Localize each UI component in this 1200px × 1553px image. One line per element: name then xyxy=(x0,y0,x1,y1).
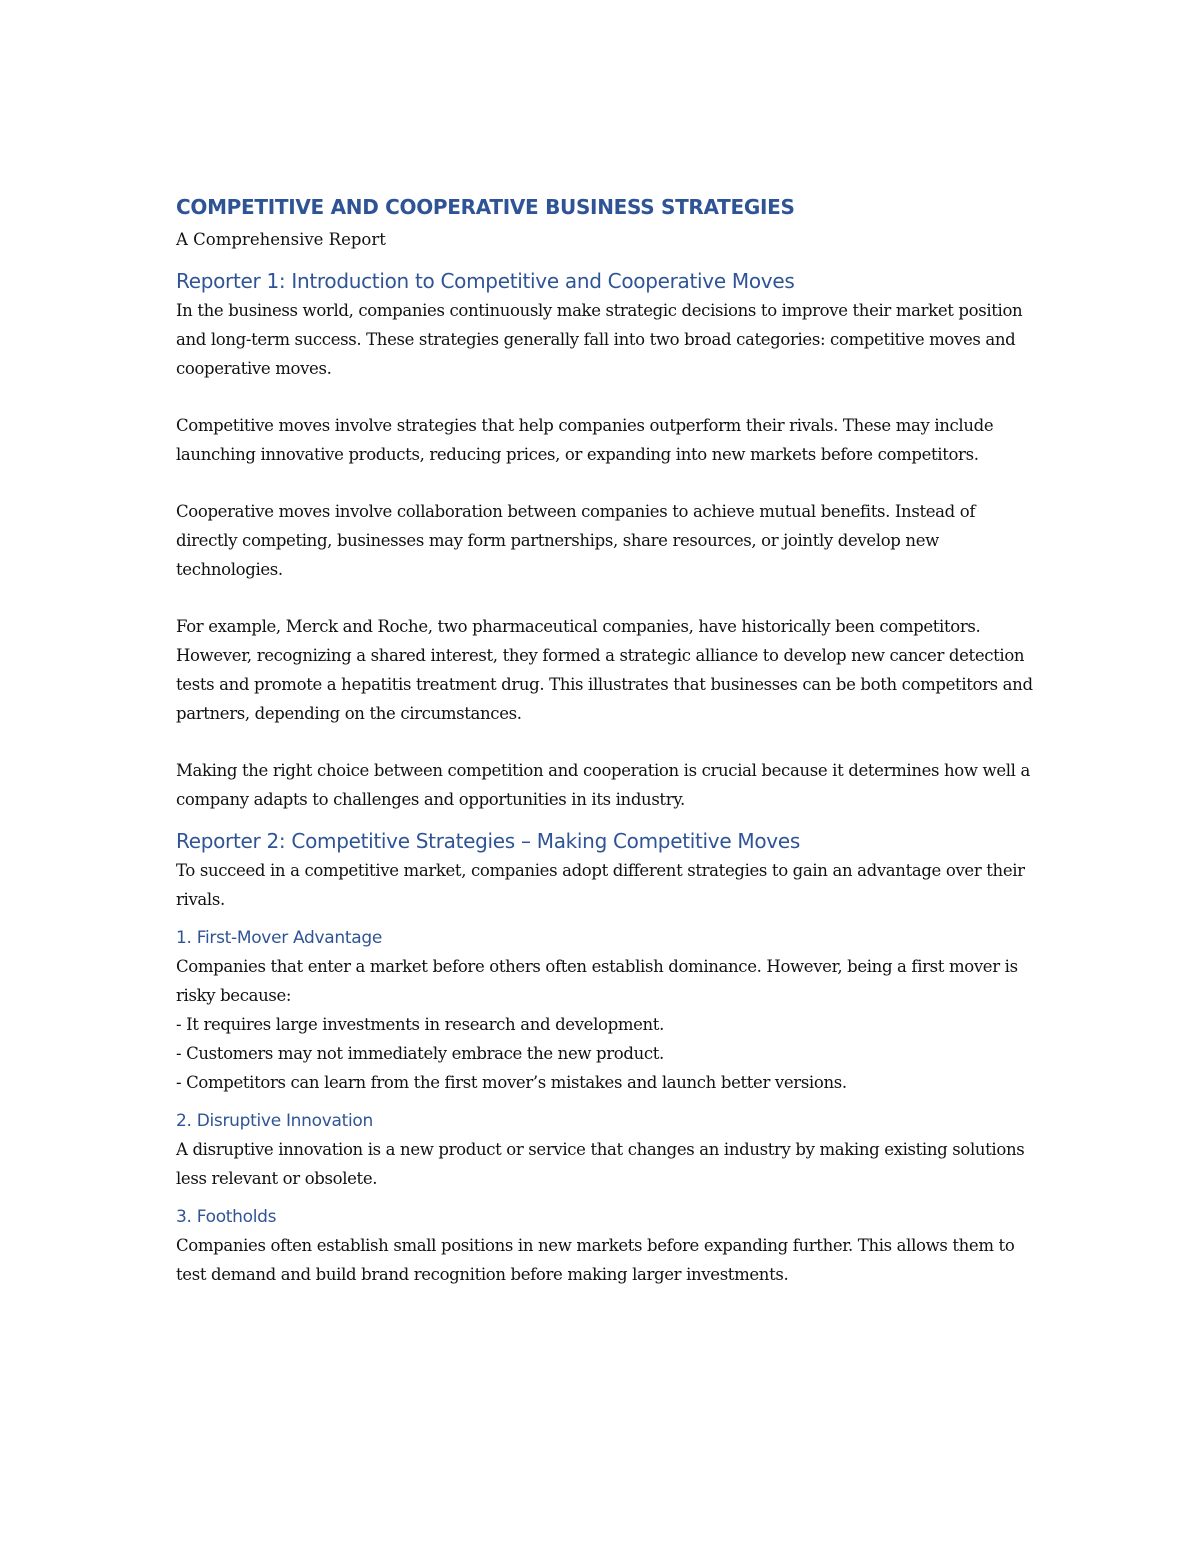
section1-paragraph: Making the right choice between competition and cooperation is crucial because it determines how well a company adapts to challenges and opportunities in its industry. xyxy=(176,761,1030,809)
subsection-heading: 1. First-Mover Advantage xyxy=(176,928,383,948)
bullet-item: - It requires large investments in research and development. xyxy=(176,1015,664,1034)
section1-paragraph: Competitive moves involve strategies that help companies outperform their rivals. These may include launching innovative products, reducing prices, or expanding into new markets before competitors. xyxy=(176,416,994,464)
subsection-text: Companies that enter a market before others often establish dominance. However, being a first mover is risky because: xyxy=(176,957,1018,1005)
section1-paragraph: For example, Merck and Roche, two pharmaceutical companies, have historically been competitors. However, recognizing a shared interest, they formed a strategic alliance to develop new cancer detection tests and promote a hepatitis treatment drug. This illustrates that businesses can be both competitors and partners, depending on the circumstances. xyxy=(176,617,1033,723)
subsection-heading: 2. Disruptive Innovation xyxy=(176,1111,373,1131)
section1-paragraph: In the business world, companies continuously make strategic decisions to improve their market position and long-term success. These strategies generally fall into two broad categories: competitive moves and cooperative moves. xyxy=(176,301,1023,378)
bullet-item: - Customers may not immediately embrace the new product. xyxy=(176,1044,664,1063)
document-title: COMPETITIVE AND COOPERATIVE BUSINESS STRATEGIES xyxy=(176,195,795,219)
section2-intro: To succeed in a competitive market, companies adopt different strategies to gain an advantage over their rivals. xyxy=(176,861,1025,909)
document-subtitle: A Comprehensive Report xyxy=(176,230,386,249)
section1-paragraph: Cooperative moves involve collaboration between companies to achieve mutual benefits. Instead of directly competing, businesses may form partnerships, share resources, or jointly develop new technologies. xyxy=(176,502,976,579)
document-page xyxy=(176,192,1036,1289)
bullet-item: - Competitors can learn from the first mover’s mistakes and launch better versions. xyxy=(176,1073,847,1092)
subsection-heading: 3. Footholds xyxy=(176,1207,277,1227)
subsection-text: A disruptive innovation is a new product or service that changes an industry by making existing solutions less relevant or obsolete. xyxy=(176,1140,1025,1188)
section2-heading: Reporter 2: Competitive Strategies – Making Competitive Moves xyxy=(176,829,800,853)
subsection-text: Companies often establish small positions in new markets before expanding further. This allows them to test demand and build brand recognition before making larger investments. xyxy=(176,1236,1015,1284)
section1-heading: Reporter 1: Introduction to Competitive and Cooperative Moves xyxy=(176,269,795,293)
